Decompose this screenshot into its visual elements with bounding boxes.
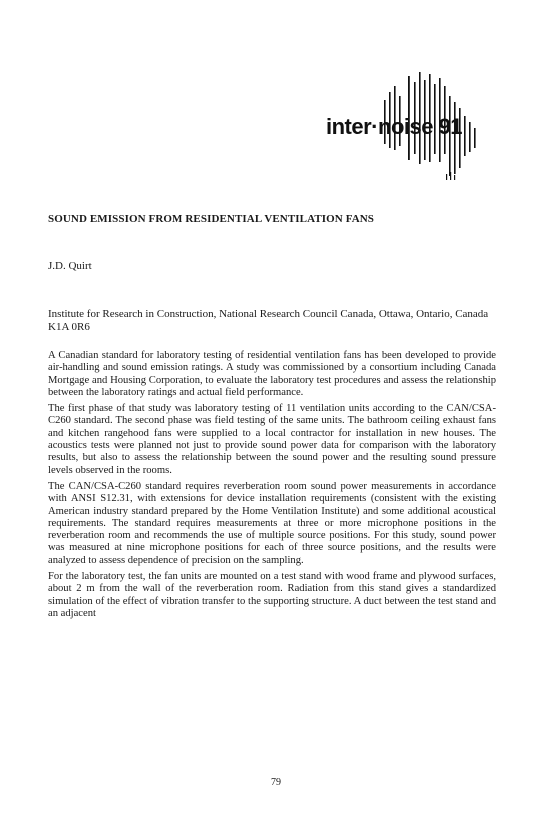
author-affiliation: Institute for Research in Construction, National Research Council Canada, Ottawa, Ontario, Canada K1A 0R6 bbox=[48, 308, 489, 334]
inter-noise-logo bbox=[322, 72, 492, 182]
body-text bbox=[48, 350, 496, 624]
logo-wordmark: inter·noise 91 bbox=[326, 114, 463, 139]
paragraph: The CAN/CSA-C260 standard requires reverberation room sound power measurements in accordance with ANSI S12.31, with extensions for device installation requirements (consistent with the existing American industry standard prepared by the Home Ventilation Institute) and some additional acoustical requirements. The standard requires measurements at three or more microphone positions in the reverberation room and recommends the use of multiple source positions. For this study, sound power was measured at nine microphone positions for each of three source positions, and the results were analyzed to assess dependence of precision on the sampling. bbox=[48, 480, 496, 566]
paper-title: SOUND EMISSION FROM RESIDENTIAL VENTILATION FANS bbox=[48, 213, 375, 225]
author-name: J.D. Quirt bbox=[48, 260, 92, 272]
paragraph: A Canadian standard for laboratory testing of residential ventilation fans has been developed to provide air-handling and sound emission ratings. A study was commissioned by a consortium including Canada Mortgage and Housing Corporation, to evaluate the laboratory test procedures and assess the relationship between the laboratory ratings and actual field performance. bbox=[48, 350, 496, 398]
paragraph: The first phase of that study was laboratory testing of 11 ventilation units according to the CAN/CSA-C260 standard. The second phase was field testing of the same units. The bathroom ceiling exhaust fans and kitchen rangehood fans were supplied to a local contractor for installation in new houses. The acoustics tests were planned not just to provide sound power data for comparison with the laboratory results, but also to assess the relationship between the sound power and the resulting sound pressure levels observed in the rooms. bbox=[48, 403, 496, 476]
page-number: 79 bbox=[271, 777, 281, 788]
paragraph: For the laboratory test, the fan units are mounted on a test stand with wood frame and plywood surfaces, about 2 m from the wall of the reverberation room. Radiation from this stand gives a standardized simulation of the effect of vibration transfer to the supporting structure. A duct between the test stand and an adjacent bbox=[48, 571, 496, 619]
